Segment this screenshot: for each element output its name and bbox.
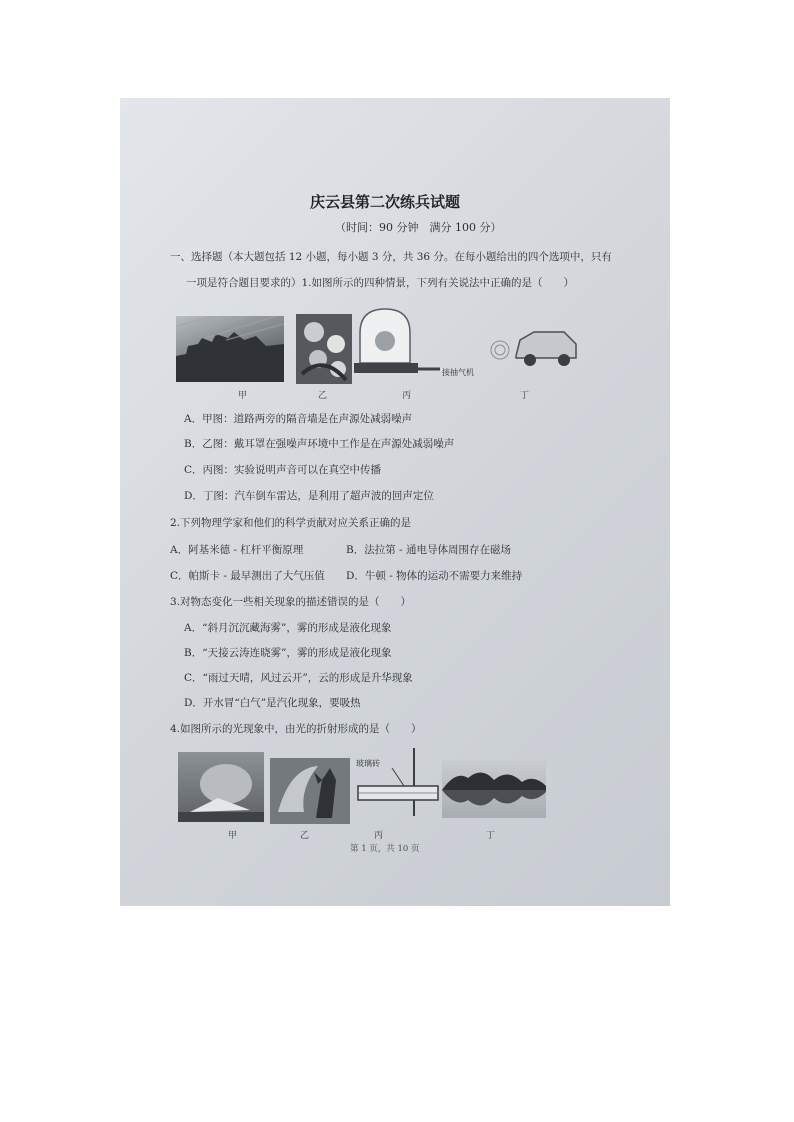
q1-figure-ding-car — [490, 320, 580, 370]
q1-caption-bing: 丙 — [402, 391, 412, 401]
section-heading-line2: 一项是符合题目要求的）1.如图所示的四种情景，下列有关说法中正确的是（ ） — [186, 277, 575, 289]
q3-stem: 3.对物态变化一些相关现象的描述错误的是（ ） — [170, 596, 412, 608]
q1-caption-yi: 乙 — [318, 391, 328, 401]
photographed-exam-sheet — [120, 98, 670, 906]
q4-caption-yi: 乙 — [300, 831, 310, 841]
q1-option-d: D．丁图：汽车倒车雷达，是利用了超声波的回声定位 — [184, 490, 434, 502]
page-number: 第 1 页，共 10 页 — [350, 844, 420, 854]
q1-option-a: A．甲图：道路两旁的隔音墙是在声源处减弱噪声 — [184, 413, 413, 425]
q1-option-b: B．乙图：戴耳罩在强噪声环境中工作是在声源处减弱噪声 — [184, 438, 455, 450]
q2-option-b: B．法拉第 - 通电导体周围存在磁场 — [346, 544, 511, 556]
section-heading-line1: 一、选择题（本大题包括 12 小题，每小题 3 分，共 36 分。在每小题给出的四个选项中，只有 — [170, 251, 612, 263]
q4-figure-jia — [178, 752, 264, 822]
q2-stem: 2.下列物理学家和他们的科学贡献对应关系正确的是 — [170, 517, 412, 529]
q4-stem: 4.如图所示的光现象中，由光的折射形成的是（ ） — [170, 723, 422, 735]
q4-figure-bing-glass-brick — [352, 746, 442, 820]
q2-option-a: A．阿基米德 - 杠杆平衡原理 — [170, 544, 304, 556]
q1-figure-bing-bell-jar — [350, 303, 490, 385]
q4-figure-ding — [442, 760, 546, 818]
vacuum-pump-label: 接抽气机 — [442, 368, 474, 377]
q2-option-c: C．帕斯卡 - 最早测出了大气压值 — [170, 570, 325, 582]
q4-caption-ding: 丁 — [486, 831, 496, 841]
q3-option-d: D．开水冒“白气”是汽化现象，要吸热 — [184, 697, 361, 709]
exam-subtitle: （时间：90 分钟 满分 100 分） — [335, 221, 502, 234]
q1-caption-ding: 丁 — [520, 391, 530, 401]
q4-figure-yi — [270, 758, 350, 824]
q4-caption-jia: 甲 — [228, 831, 238, 841]
q1-figure-jia-sound-barrier — [176, 316, 284, 382]
q1-figure-yi-ear-muffs — [296, 314, 352, 384]
q1-caption-jia: 甲 — [238, 391, 248, 401]
q2-option-d: D．牛顿 - 物体的运动不需要力来维持 — [346, 570, 523, 582]
q3-option-a: A．“斜月沉沉藏海雾”，雾的形成是液化现象 — [184, 622, 392, 634]
q4-caption-bing: 丙 — [374, 831, 384, 841]
q3-option-b: B．“天接云涛连晓雾”，雾的形成是液化现象 — [184, 647, 392, 659]
q1-option-c: C．丙图：实验说明声音可以在真空中传播 — [184, 464, 382, 476]
glass-brick-label: 玻璃砖 — [356, 759, 380, 768]
exam-title: 庆云县第二次练兵试题 — [310, 193, 461, 211]
q3-option-c: C．“雨过天晴，风过云开”，云的形成是升华现象 — [184, 672, 413, 684]
